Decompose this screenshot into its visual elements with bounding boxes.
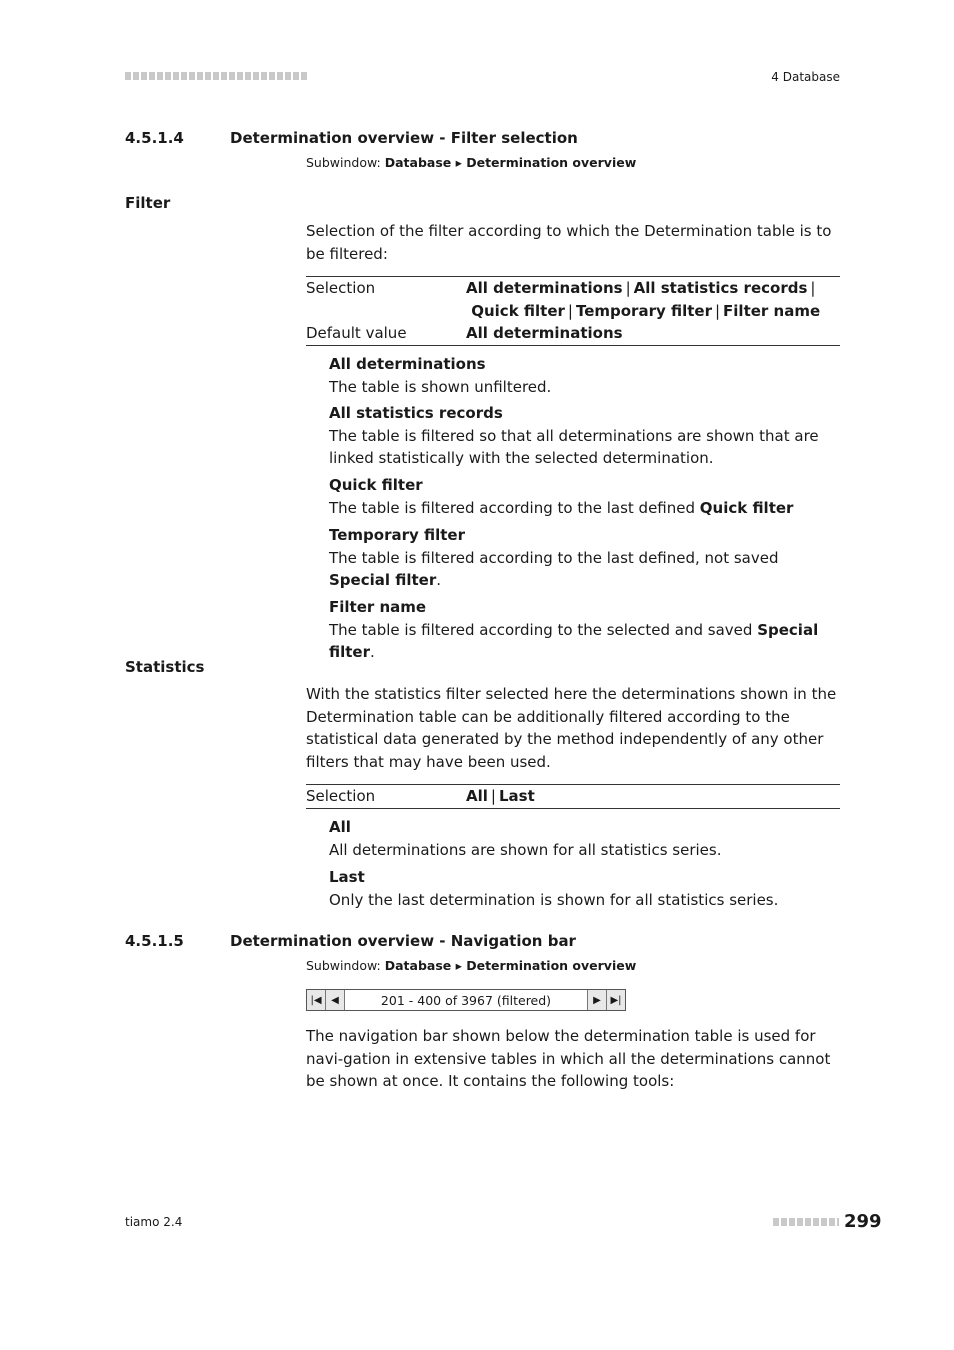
record-range-display: 201 - 400 of 3967 (filtered) xyxy=(345,990,588,1010)
page-number: 299 xyxy=(844,1211,882,1232)
navigation-description: The navigation bar shown below the determination table is used for navi-gation in extensive tables in which all the determinations cannot be shown at once. It contains the following tools: xyxy=(306,1027,831,1090)
section-title: Determination overview - Navigation bar xyxy=(230,932,576,950)
previous-page-icon[interactable]: ◀ xyxy=(326,990,345,1010)
filter-option: Quick filter The table is filtered according to the last defined Quick filter xyxy=(329,476,794,517)
selection-values: All | Last xyxy=(466,787,535,805)
filter-description: Selection of the filter according to which the Determination table is to be filtered: xyxy=(306,222,832,263)
section-number: 4.5.1.4 xyxy=(125,129,184,147)
chapter-header: 4 Database xyxy=(771,70,840,84)
filter-option: Filter name The table is filtered according to the selected and saved Special filter. xyxy=(329,598,819,661)
statistics-option: All All determinations are shown for all statistics series. xyxy=(329,818,722,859)
filter-option: All statistics records The table is filtered so that all determinations are shown that are linked statistically with the selected determination. xyxy=(329,404,819,467)
navigation-bar xyxy=(306,989,626,1011)
subwindow-path: Subwindow: Database ▸ Determination overview xyxy=(306,958,637,973)
filter-heading: Filter xyxy=(125,194,171,212)
filter-option: Temporary filter The table is filtered according to the last defined, not saved Special filter. xyxy=(329,526,779,589)
footer-decoration xyxy=(773,1218,839,1226)
statistics-heading: Statistics xyxy=(125,658,205,676)
section-title: Determination overview - Filter selection xyxy=(230,129,578,147)
subwindow-path: Subwindow: Database ▸ Determination overview xyxy=(306,155,637,170)
filter-parameter-table xyxy=(306,276,840,346)
selection-label: Selection xyxy=(306,279,376,297)
product-name: tiamo 2.4 xyxy=(125,1215,183,1229)
section-number: 4.5.1.5 xyxy=(125,932,184,950)
first-page-icon[interactable]: |◀ xyxy=(307,990,326,1010)
selection-label: Selection xyxy=(306,787,376,805)
header-decoration xyxy=(125,72,307,80)
last-page-icon[interactable]: ▶| xyxy=(607,990,625,1010)
statistics-parameter-table xyxy=(306,784,840,809)
default-value-label: Default value xyxy=(306,324,407,342)
selection-values: All determinations | All statistics records | Quick filter | Temporary filter | Filter name xyxy=(466,279,821,320)
default-value: All determinations xyxy=(466,324,623,342)
statistics-description: With the statistics filter selected here the determinations shown in the Determination table can be additionally filtered according to the statistical data generated by the method independently of any other filters that may have been used. xyxy=(306,685,837,771)
statistics-option: Last Only the last determination is shown for all statistics series. xyxy=(329,868,779,909)
filter-option: All determinations The table is shown unfiltered. xyxy=(329,355,552,396)
next-page-icon[interactable]: ▶ xyxy=(588,990,607,1010)
